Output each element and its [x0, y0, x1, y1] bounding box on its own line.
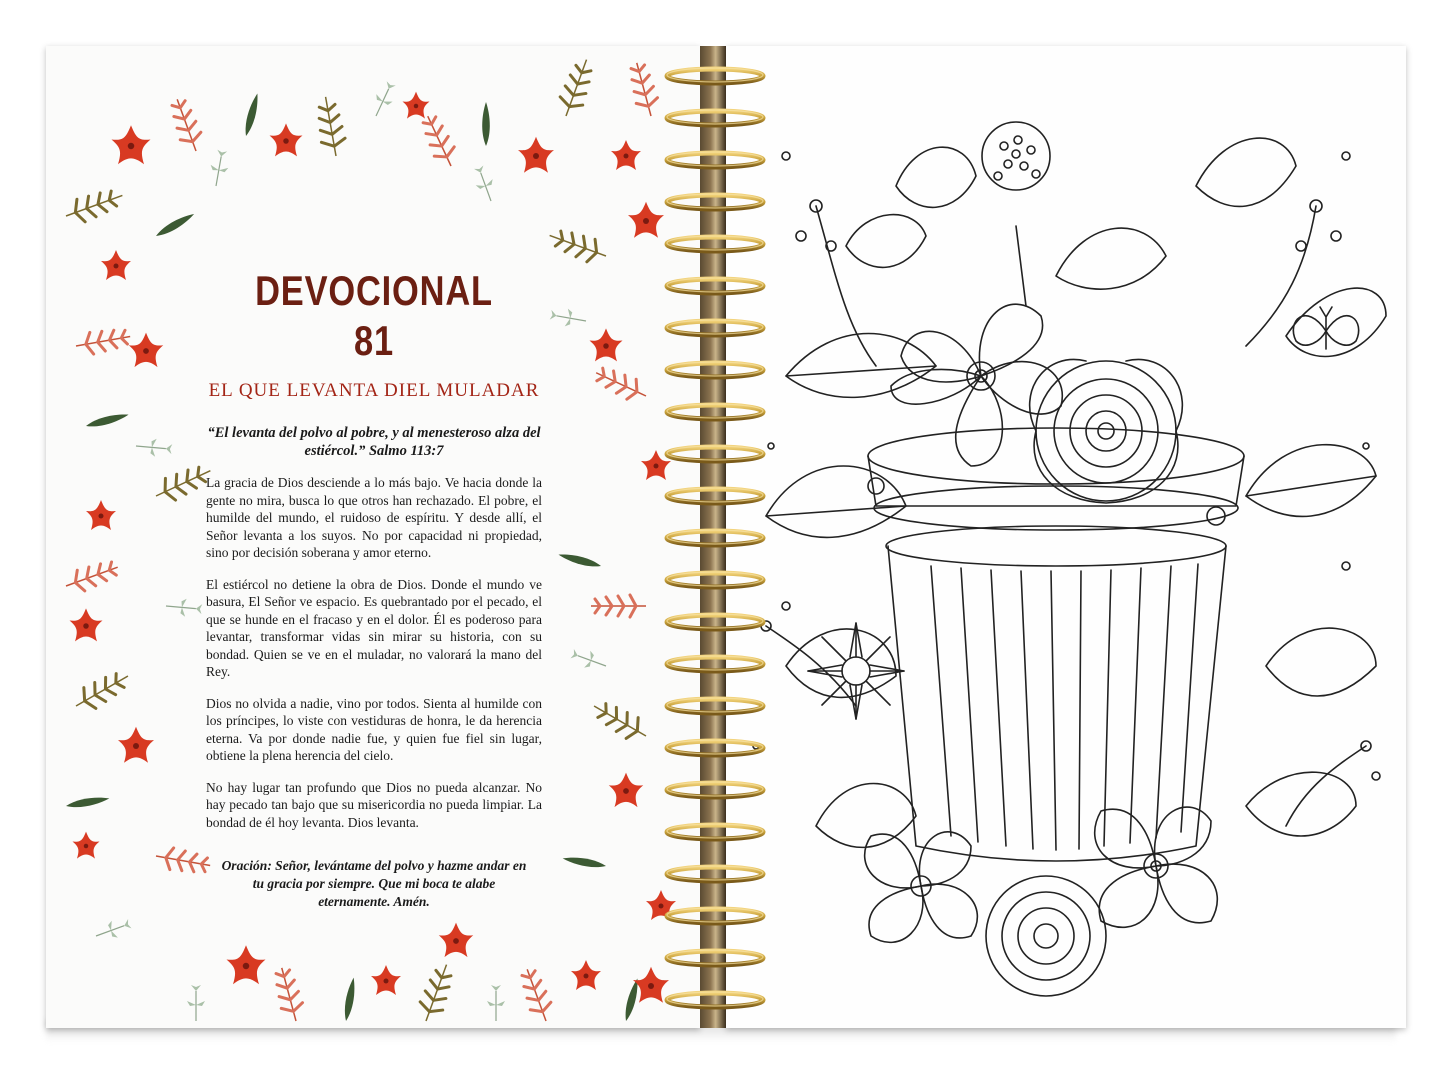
paragraph: Dios no olvida a nadie, vino por todos. Sienta al humilde con los príncipes, lo viste con vestiduras de honra, le da herencia eterna. Va por donde nadie fue, y quien fue fiel sin lugar, obtiene la plena herencia del cielo. — [206, 695, 542, 763]
page-title: DEVOCIONAL 81 — [255, 267, 493, 364]
prayer: Oración: Señor, levántame del polvo y hazme andar en tu gracia por siempre. Que mi boca te alabe eternamente. Amén. — [221, 858, 527, 909]
paragraph: No hay lugar tan profundo que Dios no pueda alcanzar. No hay pecado tan bajo que su misericordia no pueda limpiar. La bondad de él hoy levanta. Dios levanta. — [206, 779, 542, 830]
spiral-binding — [660, 56, 770, 1026]
devotional-text — [206, 266, 542, 911]
paragraph: El estiércol no detiene la obra de Dios. Donde el mundo ve basura, El Señor ve espacio. Es quebrantado por el pecado, el que se hunde en el fracaso y en el dolor. Él es poderoso para levantar, transformar vidas sin mirar su historia, con su bondad. Quien se ve en el muladar, no valorará la mano del Rey. — [206, 576, 542, 679]
coloring-illustration — [726, 46, 1406, 1028]
right-page — [726, 46, 1406, 1028]
page-subtitle: EL QUE LEVANTA DIEL MULADAR — [208, 380, 540, 401]
scripture-verse: “El levanta del polvo al pobre, y al menesteroso alza del estiércol.” Salmo 113:7 — [207, 425, 541, 459]
paragraph: La gracia de Dios desciende a lo más bajo. Ve hacia donde la gente no mira, busca lo que otros han rechazado. El pobre, el humilde del mundo, el ruidoso de espíritu. Y desde allí, el Señor levanta a los suyos. No por capacidad ni propiedad, sino por decisión soberana y amor eterno. — [206, 475, 542, 560]
left-page — [46, 46, 700, 1028]
